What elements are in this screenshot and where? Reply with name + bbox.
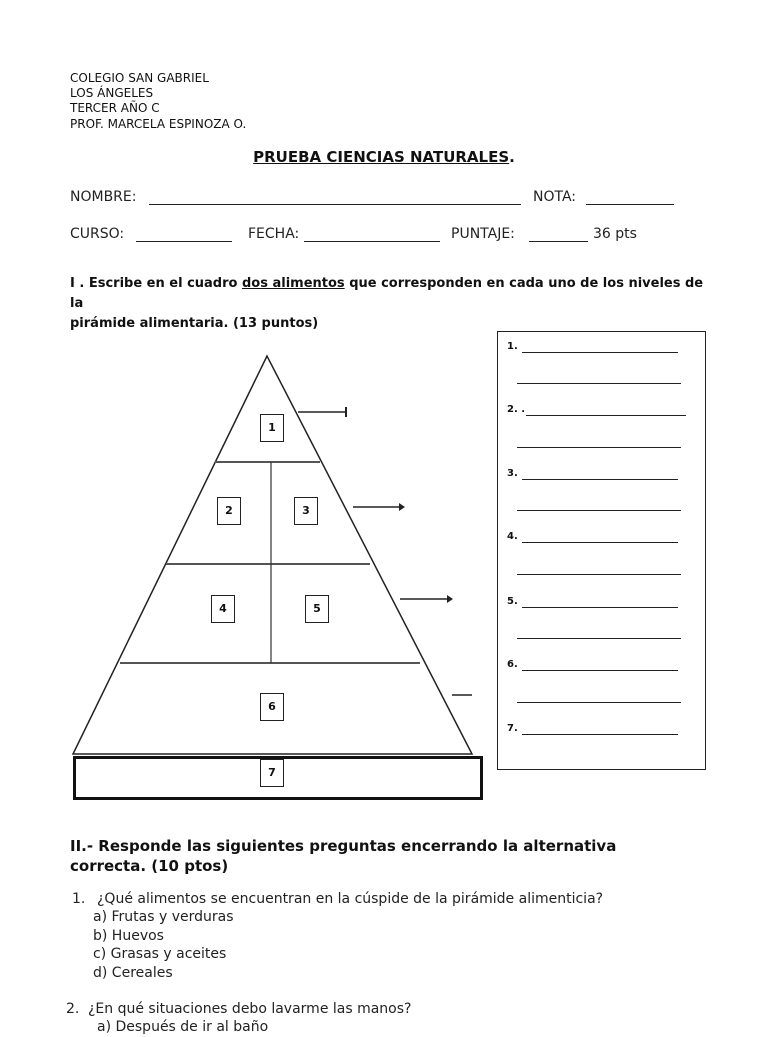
answer-label-5: 5. [507, 596, 518, 607]
question-1-text: ¿Qué alimentos se encuentran en la cúspide de la pirámide alimenticia? [97, 891, 604, 907]
section2-instructions [70, 836, 710, 876]
fecha-label: FECHA: [248, 226, 300, 242]
question-1-option-a[interactable]: a) Frutas y verduras [93, 909, 234, 925]
section1-instructions [70, 274, 710, 334]
answer-line-3b[interactable] [517, 510, 681, 511]
answer-line-3a[interactable] [522, 479, 678, 480]
section1-line2: pirámide alimentaria. (13 puntos) [70, 316, 319, 331]
nombre-label: NOMBRE: [70, 189, 137, 205]
teacher-name: PROF. MARCELA ESPINOZA O. [70, 117, 247, 131]
question-1-option-c[interactable]: c) Grasas y aceites [93, 946, 227, 962]
answer-label-2: 2. . [507, 404, 526, 415]
answer-line-2a[interactable] [526, 415, 686, 416]
question-2-text: ¿En qué situaciones debo lavarme las manos? [88, 1001, 412, 1017]
level-box-7: 7 [260, 759, 284, 787]
curso-blank[interactable] [136, 241, 232, 242]
section1-underlined: dos alimentos [241, 276, 345, 291]
arrow-head-level-2 [399, 503, 405, 511]
question-2-option-a[interactable]: a) Después de ir al baño [97, 1019, 269, 1035]
level-box-1: 1 [260, 414, 284, 442]
answer-label-6: 6. [507, 659, 518, 670]
title-text: PRUEBA CIENCIAS NATURALES [253, 148, 510, 166]
nota-label: NOTA: [533, 189, 577, 205]
school-name: COLEGIO SAN GABRIEL [70, 71, 209, 85]
school-city: LOS ÁNGELES [70, 86, 154, 100]
answer-line-5a[interactable] [522, 607, 678, 608]
level-box-3: 3 [294, 497, 318, 525]
answer-label-4: 4. [507, 531, 518, 542]
level-box-2: 2 [217, 497, 241, 525]
answer-label-3: 3. [507, 468, 518, 479]
level-box-4: 4 [211, 595, 235, 623]
answer-line-4a[interactable] [522, 542, 678, 543]
arrow-head-level-3 [447, 595, 453, 603]
answer-line-5b[interactable] [517, 638, 681, 639]
answer-line-6b[interactable] [517, 702, 681, 703]
level-box-6: 6 [260, 693, 284, 721]
section2-line1: II.- Responde las siguientes preguntas encerrando la alternativa [70, 837, 617, 855]
answer-line-7a[interactable] [522, 734, 678, 735]
answer-box [497, 331, 706, 770]
section1-rest: que corresponden en cada uno de los niveles de la [70, 276, 704, 311]
question-1-number: 1. [72, 891, 86, 907]
nombre-blank[interactable] [149, 204, 521, 205]
answer-line-1a[interactable] [522, 352, 678, 353]
puntaje-value: 36 pts [593, 226, 637, 242]
grade-label: TERCER AÑO C [70, 101, 160, 115]
answer-line-1b[interactable] [517, 383, 681, 384]
answer-label-7: 7. [507, 723, 518, 734]
level-box-5: 5 [305, 595, 329, 623]
puntaje-blank[interactable] [529, 241, 588, 242]
answer-line-6a[interactable] [522, 670, 678, 671]
answer-line-2b[interactable] [517, 447, 681, 448]
section2-line2: correcta. (10 ptos) [70, 857, 229, 875]
answer-line-4b[interactable] [517, 574, 681, 575]
fecha-blank[interactable] [304, 241, 440, 242]
question-1-option-d[interactable]: d) Cereales [93, 965, 173, 981]
puntaje-label: PUNTAJE: [451, 226, 515, 242]
question-1-option-b[interactable]: b) Huevos [93, 928, 164, 944]
page-title [0, 148, 768, 166]
nota-blank[interactable] [586, 204, 674, 205]
question-2-number: 2. [66, 1001, 80, 1017]
answer-label-1: 1. [507, 341, 518, 352]
section1-prefix: I . Escribe en el cuadro [70, 276, 242, 291]
title-period: . [509, 148, 515, 166]
curso-label: CURSO: [70, 226, 125, 242]
